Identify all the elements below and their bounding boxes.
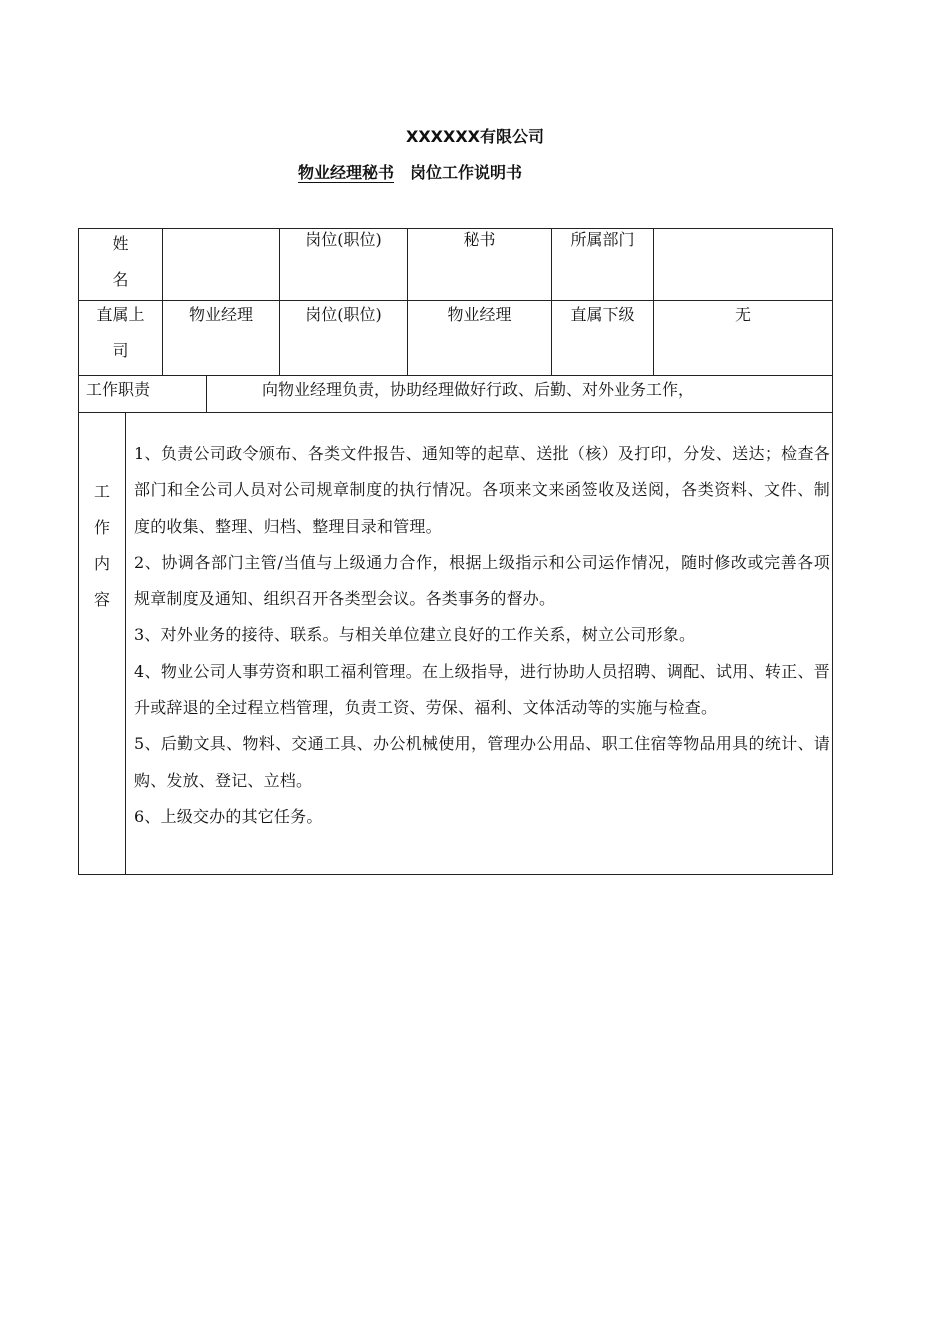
company-name: XXXXXX有限公司 [405,127,545,146]
subordinate-value: 无 [734,305,751,324]
document-title [298,160,522,183]
post-value: 秘书 [463,230,496,249]
row-divider [78,412,833,413]
name-label-line2: 名 [112,270,129,289]
dept-label: 所属部门 [570,230,635,249]
table-border-right [832,228,833,874]
content-label-char: 内 [93,554,110,573]
name-label [79,226,162,298]
name-label-line1: 姓 [112,234,129,253]
col-divider [206,375,207,412]
work-content [134,436,830,835]
post-label-2: 岗位(职位) [305,305,382,324]
superior-value: 物业经理 [188,305,253,324]
post-label: 岗位(职位) [305,230,382,249]
content-label-char: 工 [93,482,110,501]
content-item: 6、上级交办的其它任务。 [134,806,323,826]
duty-label: 工作职责 [86,380,151,399]
table-border-bottom [78,874,833,875]
duty-value: 向物业经理负责，协助经理做好行政、后勤、对外业务工作， [262,380,695,399]
content-label-char: 容 [93,590,110,609]
content-item: 3、对外业务的接待、联系。与相关单位建立良好的工作关系，树立公司形象。 [134,625,696,645]
position-title: 物业经理秘书 [298,163,395,182]
subordinate-label: 直属下级 [570,305,635,324]
content-item: 2、协调各部门主管/当值与上级通力合作，根据上级指示和公司运作情况，随时修改或完善各项规章制度及通知、组织召开各类型会议。各类事务的督办。 [134,552,830,609]
content-item: 5、后勤文具、物料、交通工具、办公机械使用，管理办公用品、职工住宿等物品用具的统计、请购、发放、登记、立档。 [134,734,830,790]
content-label [80,474,124,618]
superior-label-line1: 直属上 [96,305,145,324]
content-label-char: 作 [93,518,110,537]
content-item: 4、物业公司人事劳资和职工福利管理。在上级指导，进行协助人员招聘、调配、试用、转正、晋升或辞退的全过程立档管理，负责工资、劳保、福利、文体活动等的实施与检查。 [134,661,830,718]
superior-label [79,297,162,369]
superior-label-line2: 司 [112,341,129,360]
title-suffix: 岗位工作说明书 [410,163,523,182]
post-value-2: 物业经理 [447,305,512,324]
col-divider [125,412,126,874]
content-item: 1、负责公司政令颁布、各类文件报告、通知等的起草、送批（核）及打印，分发、送达；检查各部门和全公司人员对公司规章制度的执行情况。各项来文来函签收及送阅，各类资料、文件、制度的收集、整理、归档、整理目录和管理。 [134,444,830,536]
